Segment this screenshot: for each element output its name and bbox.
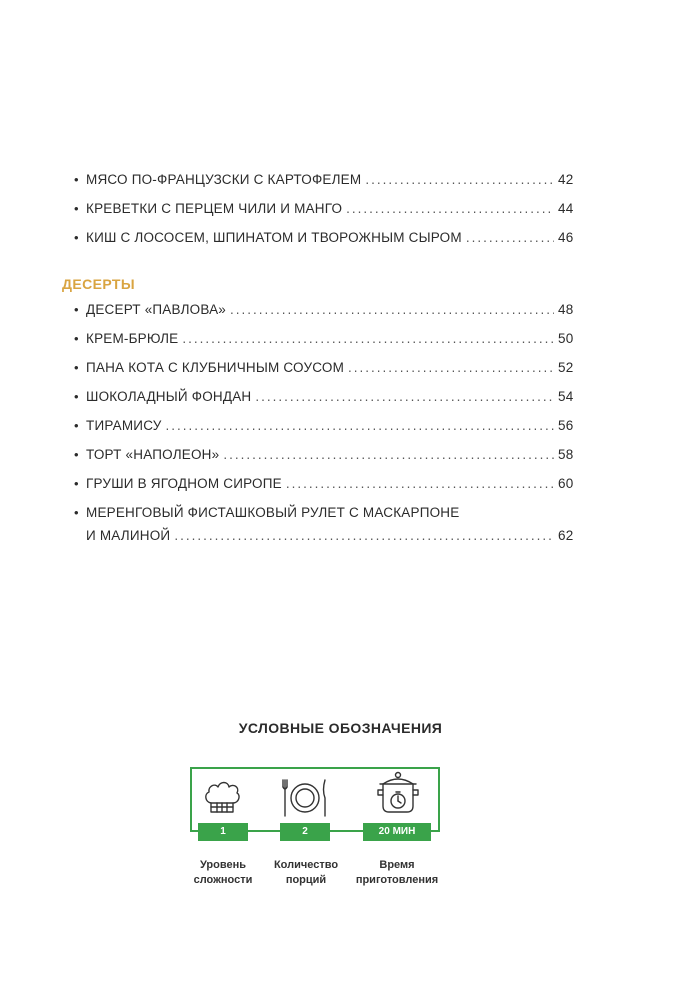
toc-entry-title: ТИРАМИСУ	[86, 418, 162, 433]
bullet: •	[74, 172, 79, 187]
toc-entry-title: МЕРЕНГОВЫЙ ФИСТАШКОВЫЙ РУЛЕТ С МАСКАРПОНЕ	[86, 505, 460, 520]
caption-line: порций	[285, 874, 327, 886]
toc-entry-page: 58	[558, 447, 574, 462]
toc-entry-page: 62	[558, 528, 574, 543]
bullet: •	[74, 201, 79, 216]
difficulty-badge: 1	[198, 823, 248, 841]
legend-title: УСЛОВНЫЕ ОБОЗНАЧЕНИЯ	[238, 720, 443, 736]
time-badge: 20 МИН	[363, 823, 431, 841]
toc-entry[interactable]	[62, 474, 572, 494]
caption-line: Уровень	[199, 859, 246, 871]
pot-timer-icon	[373, 770, 423, 822]
caption-line: сложности	[193, 874, 253, 886]
dot-leader	[346, 199, 554, 219]
servings-caption	[261, 858, 351, 888]
toc-entry[interactable]	[62, 445, 572, 465]
bullet: •	[74, 476, 79, 491]
dot-leader	[365, 170, 554, 190]
bullet: •	[74, 230, 79, 245]
toc-entry[interactable]	[62, 358, 572, 378]
bullet: •	[74, 447, 79, 462]
toc-entry-title: ПАНА КОТА С КЛУБНИЧНЫМ СОУСОМ	[86, 360, 345, 375]
toc-entry[interactable]	[62, 228, 572, 248]
plate-cutlery-icon	[280, 776, 330, 820]
toc-entry[interactable]	[62, 199, 572, 219]
toc-entry-page: 52	[558, 360, 574, 375]
time-caption	[352, 858, 442, 888]
toc-entry[interactable]	[62, 387, 572, 407]
toc-entry[interactable]	[62, 503, 572, 546]
toc-entry[interactable]	[62, 170, 572, 190]
caption-line: приготовления	[355, 874, 439, 886]
chef-hat-icon	[200, 775, 244, 819]
toc-entry-title: ШОКОЛАДНЫЙ ФОНДАН	[86, 389, 252, 404]
toc-entry-page: 50	[558, 331, 574, 346]
toc-entry-page: 48	[558, 302, 574, 317]
caption-line: Количество	[273, 859, 339, 871]
toc-entry-title: КИШ С ЛОСОСЕМ, ШПИНАТОМ И ТВОРОЖНЫМ СЫРОМ	[86, 230, 462, 245]
bullet: •	[74, 389, 79, 404]
bullet: •	[74, 302, 79, 317]
bullet: •	[74, 331, 79, 346]
toc-entry-page: 42	[558, 172, 574, 187]
bullet: •	[74, 505, 79, 520]
toc-entry-title: МЯСО ПО-ФРАНЦУЗСКИ С КАРТОФЕЛЕМ	[86, 172, 362, 187]
section-heading-desserts: ДЕСЕРТЫ	[62, 276, 135, 292]
caption-line: Время	[379, 859, 415, 871]
servings-badge: 2	[280, 823, 330, 841]
toc-entry-page: 44	[558, 201, 574, 216]
toc-entry-title: КРЕВЕТКИ С ПЕРЦЕМ ЧИЛИ И МАНГО	[86, 201, 343, 216]
table-of-contents	[62, 170, 572, 555]
toc-entry-title: КРЕМ-БРЮЛЕ	[86, 331, 179, 346]
toc-entry-page: 60	[558, 476, 574, 491]
dot-leader	[165, 416, 554, 436]
dot-leader	[174, 526, 554, 546]
dot-leader	[182, 329, 554, 349]
dot-leader	[286, 474, 554, 494]
toc-entry-page: 54	[558, 389, 574, 404]
difficulty-caption	[178, 858, 268, 888]
dot-leader	[223, 445, 554, 465]
toc-entry-page: 46	[558, 230, 574, 245]
toc-entry-title-continued: И МАЛИНОЙ	[86, 528, 171, 543]
toc-entry-title: ГРУШИ В ЯГОДНОМ СИРОПЕ	[86, 476, 282, 491]
dot-leader	[348, 358, 554, 378]
dot-leader	[466, 228, 554, 248]
toc-entry[interactable]	[62, 300, 572, 320]
bullet: •	[74, 360, 79, 375]
toc-entry[interactable]	[62, 416, 572, 436]
toc-entry-page: 56	[558, 418, 574, 433]
toc-entry-title: ТОРТ «НАПОЛЕОН»	[86, 447, 220, 462]
toc-entry[interactable]	[62, 329, 572, 349]
bullet: •	[74, 418, 79, 433]
dot-leader	[255, 387, 554, 407]
toc-entry-title: ДЕСЕРТ «ПАВЛОВА»	[86, 302, 226, 317]
dot-leader	[230, 300, 554, 320]
